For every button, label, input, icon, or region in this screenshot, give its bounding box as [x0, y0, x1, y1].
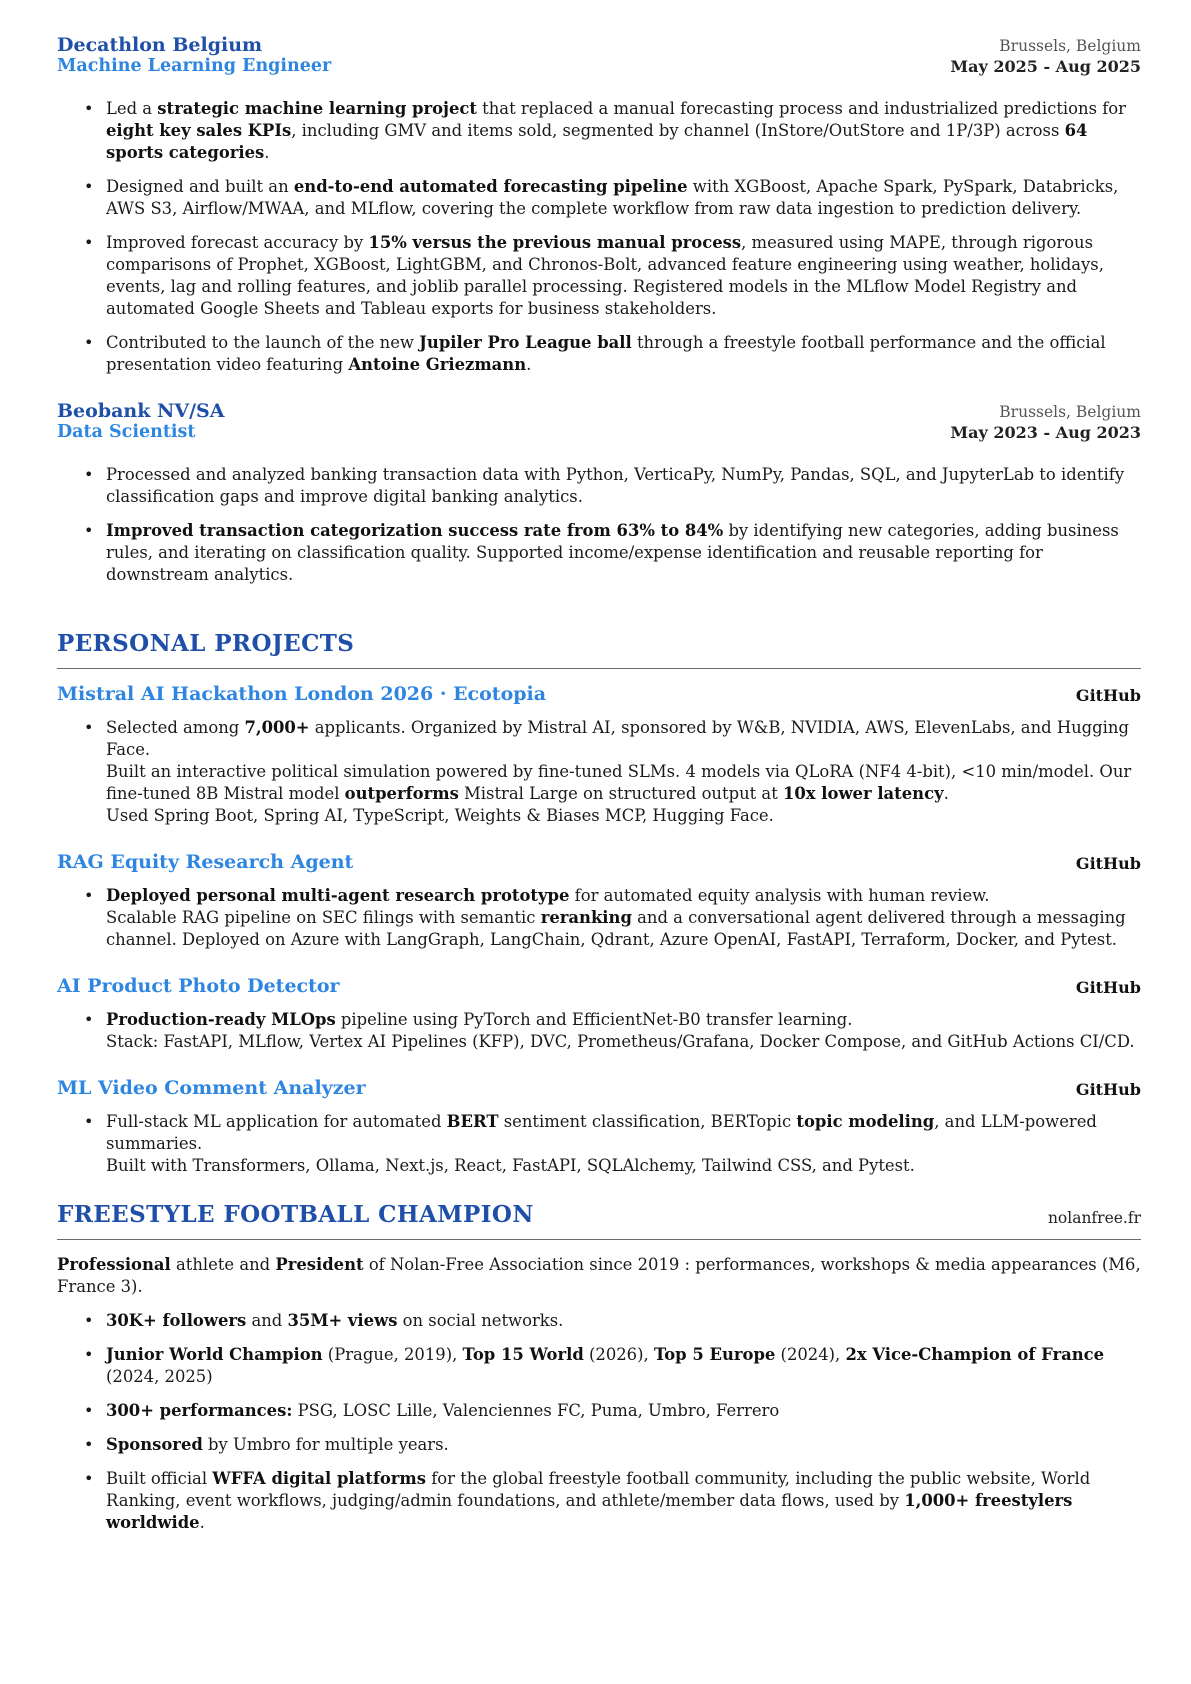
section-heading — [57, 1201, 1141, 1239]
website-link[interactable]: nolanfree.fr — [1047, 1209, 1141, 1227]
project-entry — [57, 851, 1141, 951]
project-header — [57, 683, 1141, 715]
bullet-item: • Production-ready MLOps pipeline using PyTorch and EfficientNet-B0 transfer learning. Stack: FastAPI, MLflow, Vertex AI Pipelines (KFP), DVC, Prometheus/Grafana, Docker Compose, and GitHub Actions CI/CD. — [57, 1009, 1141, 1053]
bullet-item: • Built official WFFA digital platforms for the global freestyle football community, including the public website, World Ranking, event workflows, judging/admin foundations, and athlete/member data flows, used by 1,000+ freestylers worldwide. — [57, 1468, 1141, 1534]
experience-header — [57, 400, 1141, 444]
github-link[interactable]: GitHub — [1075, 1080, 1141, 1099]
github-link[interactable]: GitHub — [1075, 978, 1141, 997]
company-name: Decathlon Belgium — [57, 34, 263, 56]
freestyle-intro: Professional athlete and President of Nolan-Free Association since 2019 : performances, workshops & media appearances (M6, France 3). — [57, 1255, 1141, 1296]
resume-page — [57, 34, 1141, 1546]
section-title: PERSONAL PROJECTS — [57, 630, 355, 657]
bullet-item: • Sponsored by Umbro for multiple years. — [57, 1434, 1141, 1456]
bullet-item: • Designed and built an end-to-end automated forecasting pipeline with XGBoost, Apache Spark, PySpark, Databricks, AWS S3, Airflow/MWAA, and MLflow, covering the complete workflow from raw data ingestion to prediction delivery. — [57, 176, 1141, 220]
github-link[interactable]: GitHub — [1075, 686, 1141, 705]
bullet-item: • 30K+ followers and 35M+ views on social networks. — [57, 1310, 1141, 1332]
bullet-item: • 300+ performances: PSG, LOSC Lille, Valenciennes FC, Puma, Umbro, Ferrero — [57, 1400, 1141, 1422]
bullet-item: • Improved forecast accuracy by 15% versus the previous manual process, measured using MAPE, through rigorous comparisons of Prophet, XGBoost, LightGBM, and Chronos-Bolt, advanced feature engineering using weather, holidays, events, lag and rolling features, and joblib parallel processing. Registered models in the MLflow Model Registry and automated Google Sheets and Tableau exports for business stakeholders. — [57, 232, 1141, 320]
job-location: Brussels, Belgium — [999, 37, 1141, 55]
project-bullets — [57, 1111, 1141, 1177]
bullet-item: • Deployed personal multi-agent research prototype for automated equity analysis with human review. Scalable RAG pipeline on SEC filings with semantic reranking and a conversational agent delivered through a messaging channel. Deployed on Azure with LangGraph, LangChain, Qdrant, Azure OpenAI, FastAPI, Terraform, Docker, and Pytest. — [57, 885, 1141, 951]
experience-header — [57, 34, 1141, 78]
company-name: Beobank NV/SA — [57, 400, 225, 422]
project-header — [57, 851, 1141, 883]
project-title: Mistral AI Hackathon London 2026 · Ecotopia — [57, 683, 547, 705]
bullet-item: • Processed and analyzed banking transaction data with Python, VerticaPy, NumPy, Pandas, SQL, and JupyterLab to identify classification gaps and improve digital banking analytics. — [57, 464, 1141, 508]
job-role: Machine Learning Engineer — [57, 56, 332, 76]
github-link[interactable]: GitHub — [1075, 854, 1141, 873]
job-dates: May 2023 - Aug 2023 — [950, 423, 1141, 442]
bullet-item: • Contributed to the launch of the new Jupiler Pro League ball through a freestyle football performance and the official presentation video featuring Antoine Griezmann. — [57, 332, 1141, 376]
job-location: Brussels, Belgium — [999, 403, 1141, 421]
job-role: Data Scientist — [57, 422, 196, 442]
project-entry — [57, 683, 1141, 827]
project-entry — [57, 1077, 1141, 1177]
project-header — [57, 1077, 1141, 1109]
project-entry — [57, 975, 1141, 1053]
project-title: AI Product Photo Detector — [57, 975, 340, 997]
experience-entry — [57, 34, 1141, 376]
project-bullets — [57, 1009, 1141, 1053]
section-heading — [57, 630, 1141, 668]
bullet-item: • Full-stack ML application for automated BERT sentiment classification, BERTopic topic modeling, and LLM-powered summaries. Built with Transformers, Ollama, Next.js, React, FastAPI, SQLAlchemy, Tailwind CSS, and Pytest. — [57, 1111, 1141, 1177]
section-divider — [57, 668, 1141, 669]
project-bullets — [57, 717, 1141, 827]
project-bullets — [57, 885, 1141, 951]
freestyle-bullets — [57, 1310, 1141, 1534]
experience-entry — [57, 400, 1141, 586]
bullet-item: • Improved transaction categorization success rate from 63% to 84% by identifying new categories, adding business rules, and iterating on classification quality. Supported income/expense identification and reusable reporting for downstream analytics. — [57, 520, 1141, 586]
bullet-item: • Led a strategic machine learning project that replaced a manual forecasting process and industrialized predictions for eight key sales KPIs, including GMV and items sold, segmented by channel (InStore/OutStore and 1P/3P) across 64 sports categories. — [57, 98, 1141, 164]
project-header — [57, 975, 1141, 1007]
experience-bullets — [57, 98, 1141, 376]
bullet-item: • Selected among 7,000+ applicants. Organized by Mistral AI, sponsored by W&B, NVIDIA, AWS, ElevenLabs, and Hugging Face. Built an interactive political simulation powered by fine-tuned SLMs. 4 models via QLoRA (NF4 4-bit), <10 min/model. Our fine-tuned 8B Mistral model outperforms Mistral Large on structured output at 10x lower latency. Used Spring Boot, Spring AI, TypeScript, Weights & Biases MCP, Hugging Face. — [57, 717, 1141, 827]
job-dates: May 2025 - Aug 2025 — [950, 57, 1141, 76]
experience-bullets — [57, 464, 1141, 586]
bullet-item: • Junior World Champion (Prague, 2019), Top 15 World (2026), Top 5 Europe (2024), 2x Vice-Champion of France (2024, 2025) — [57, 1344, 1141, 1388]
project-title: RAG Equity Research Agent — [57, 851, 354, 873]
section-divider — [57, 1239, 1141, 1240]
section-title: FREESTYLE FOOTBALL CHAMPION — [57, 1201, 534, 1228]
project-title: ML Video Comment Analyzer — [57, 1077, 366, 1099]
